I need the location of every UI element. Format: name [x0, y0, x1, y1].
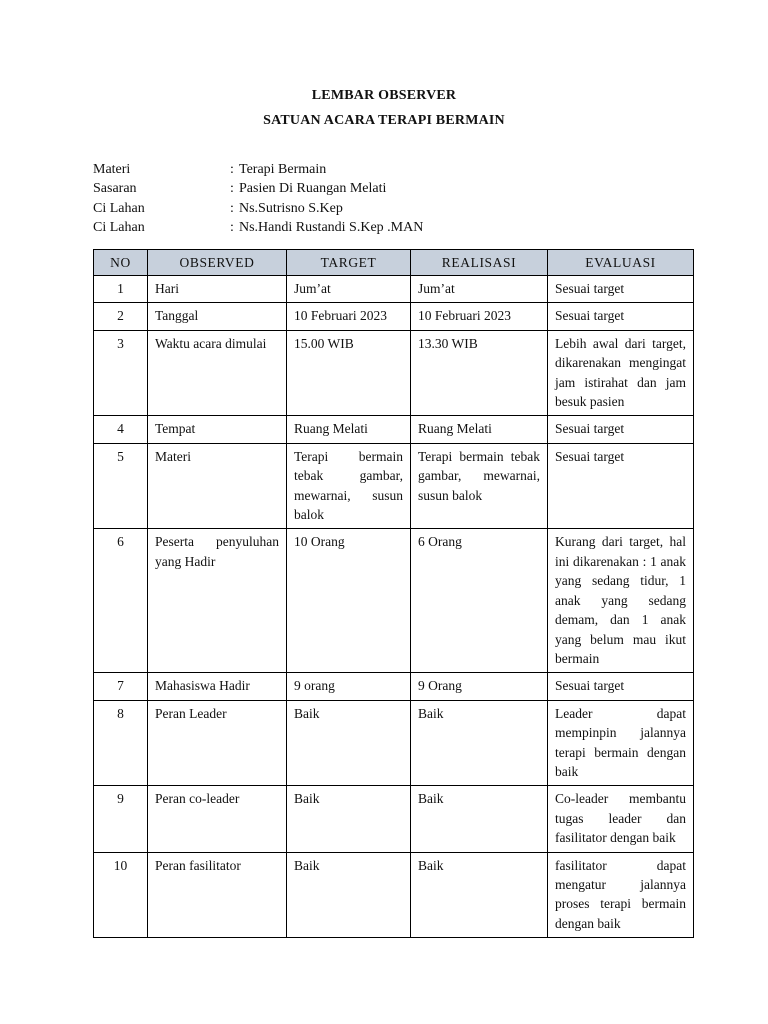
cell-target: Baik [287, 852, 411, 938]
info-row-sasaran [93, 179, 423, 198]
cell-realisasi: Baik [411, 786, 548, 852]
observer-table [93, 249, 694, 938]
info-value: Ns.Sutrisno S.Kep [239, 200, 343, 216]
header-no: NO [94, 250, 148, 276]
info-value: Pasien Di Ruangan Melati [239, 181, 387, 197]
cell-realisasi: Jum’at [411, 276, 548, 303]
table-header-row [94, 250, 694, 276]
info-row-ci-lahan-1 [93, 199, 423, 218]
cell-no: 7 [94, 673, 148, 700]
cell-evaluasi: Sesuai target [548, 303, 694, 330]
table-row [94, 852, 694, 938]
cell-target: Terapi bermain tebak gambar, mewarnai, susun balok [287, 443, 411, 529]
cell-no: 3 [94, 330, 148, 416]
table-row [94, 416, 694, 443]
cell-realisasi: 13.30 WIB [411, 330, 548, 416]
info-separator: : [230, 162, 234, 177]
cell-evaluasi: Sesuai target [548, 416, 694, 443]
cell-observed: Waktu acara dimulai [148, 330, 287, 416]
info-label: Ci Lahan [93, 200, 145, 216]
cell-target: 10 Orang [287, 529, 411, 673]
cell-no: 10 [94, 852, 148, 938]
cell-no: 9 [94, 786, 148, 852]
info-separator: : [230, 219, 234, 235]
cell-evaluasi: Sesuai target [548, 276, 694, 303]
cell-observed: Peran Leader [148, 700, 287, 786]
header-realisasi: REALISASI [411, 250, 548, 276]
cell-evaluasi: fasilitator dapat mengatur jalannya proses terapi bermain dengan baik [548, 852, 694, 938]
cell-evaluasi: Leader dapat mempinpin jalannya terapi bermain dengan baik [548, 700, 694, 786]
cell-no: 6 [94, 529, 148, 673]
cell-observed: Materi [148, 443, 287, 529]
info-value: Ns.Handi Rustandi S.Kep .MAN [239, 219, 424, 235]
info-label: Materi [93, 162, 131, 177]
cell-no: 8 [94, 700, 148, 786]
cell-realisasi: Baik [411, 852, 548, 938]
cell-observed: Tempat [148, 416, 287, 443]
table-row [94, 529, 694, 673]
info-separator: : [230, 181, 234, 197]
cell-evaluasi: Kurang dari target, hal ini dikarenakan : 1 anak yang sedang tidur, 1 anak yang sedang demam, dan 1 anak yang belum mau ikut bermain [548, 529, 694, 673]
cell-target: Ruang Melati [287, 416, 411, 443]
info-value: Terapi Bermain [239, 162, 327, 177]
cell-realisasi: 6 Orang [411, 529, 548, 673]
cell-no: 1 [94, 276, 148, 303]
cell-realisasi: 9 Orang [411, 673, 548, 700]
cell-target: 15.00 WIB [287, 330, 411, 416]
table-row [94, 330, 694, 416]
header-target: TARGET [287, 250, 411, 276]
cell-no: 4 [94, 416, 148, 443]
cell-realisasi: Terapi bermain tebak gambar, mewarnai, susun balok [411, 443, 548, 529]
table-row [94, 276, 694, 303]
cell-target: Baik [287, 700, 411, 786]
cell-no: 2 [94, 303, 148, 330]
cell-realisasi: Ruang Melati [411, 416, 548, 443]
cell-target: Baik [287, 786, 411, 852]
table-row [94, 673, 694, 700]
table-row [94, 303, 694, 330]
cell-observed: Mahasiswa Hadir [148, 673, 287, 700]
cell-target: 9 orang [287, 673, 411, 700]
info-label: Sasaran [93, 181, 137, 197]
table-row [94, 700, 694, 786]
info-row-ci-lahan-2 [93, 218, 423, 237]
cell-observed: Tanggal [148, 303, 287, 330]
info-label: Ci Lahan [93, 219, 145, 235]
cell-target: 10 Februari 2023 [287, 303, 411, 330]
cell-realisasi: 10 Februari 2023 [411, 303, 548, 330]
document-subtitle: SATUAN ACARA TERAPI BERMAIN [263, 113, 505, 128]
info-separator: : [230, 200, 234, 216]
table-row [94, 786, 694, 852]
cell-observed: Peran co-leader [148, 786, 287, 852]
cell-observed: Peran fasilitator [148, 852, 287, 938]
table-row [94, 443, 694, 529]
header-observed: OBSERVED [148, 250, 287, 276]
cell-no: 5 [94, 443, 148, 529]
cell-evaluasi: Co-leader membantu tugas leader dan fasilitator dengan baik [548, 786, 694, 852]
cell-evaluasi: Sesuai target [548, 673, 694, 700]
info-block [93, 160, 423, 237]
cell-observed: Hari [148, 276, 287, 303]
cell-evaluasi: Lebih awal dari target, dikarenakan mengingat jam istirahat dan jam besuk pasien [548, 330, 694, 416]
info-row-materi [93, 160, 423, 179]
cell-evaluasi: Sesuai target [548, 443, 694, 529]
cell-observed: Peserta penyuluhan yang Hadir [148, 529, 287, 673]
document-title: LEMBAR OBSERVER [311, 88, 457, 103]
cell-target: Jum’at [287, 276, 411, 303]
header-evaluasi: EVALUASI [548, 250, 694, 276]
cell-realisasi: Baik [411, 700, 548, 786]
